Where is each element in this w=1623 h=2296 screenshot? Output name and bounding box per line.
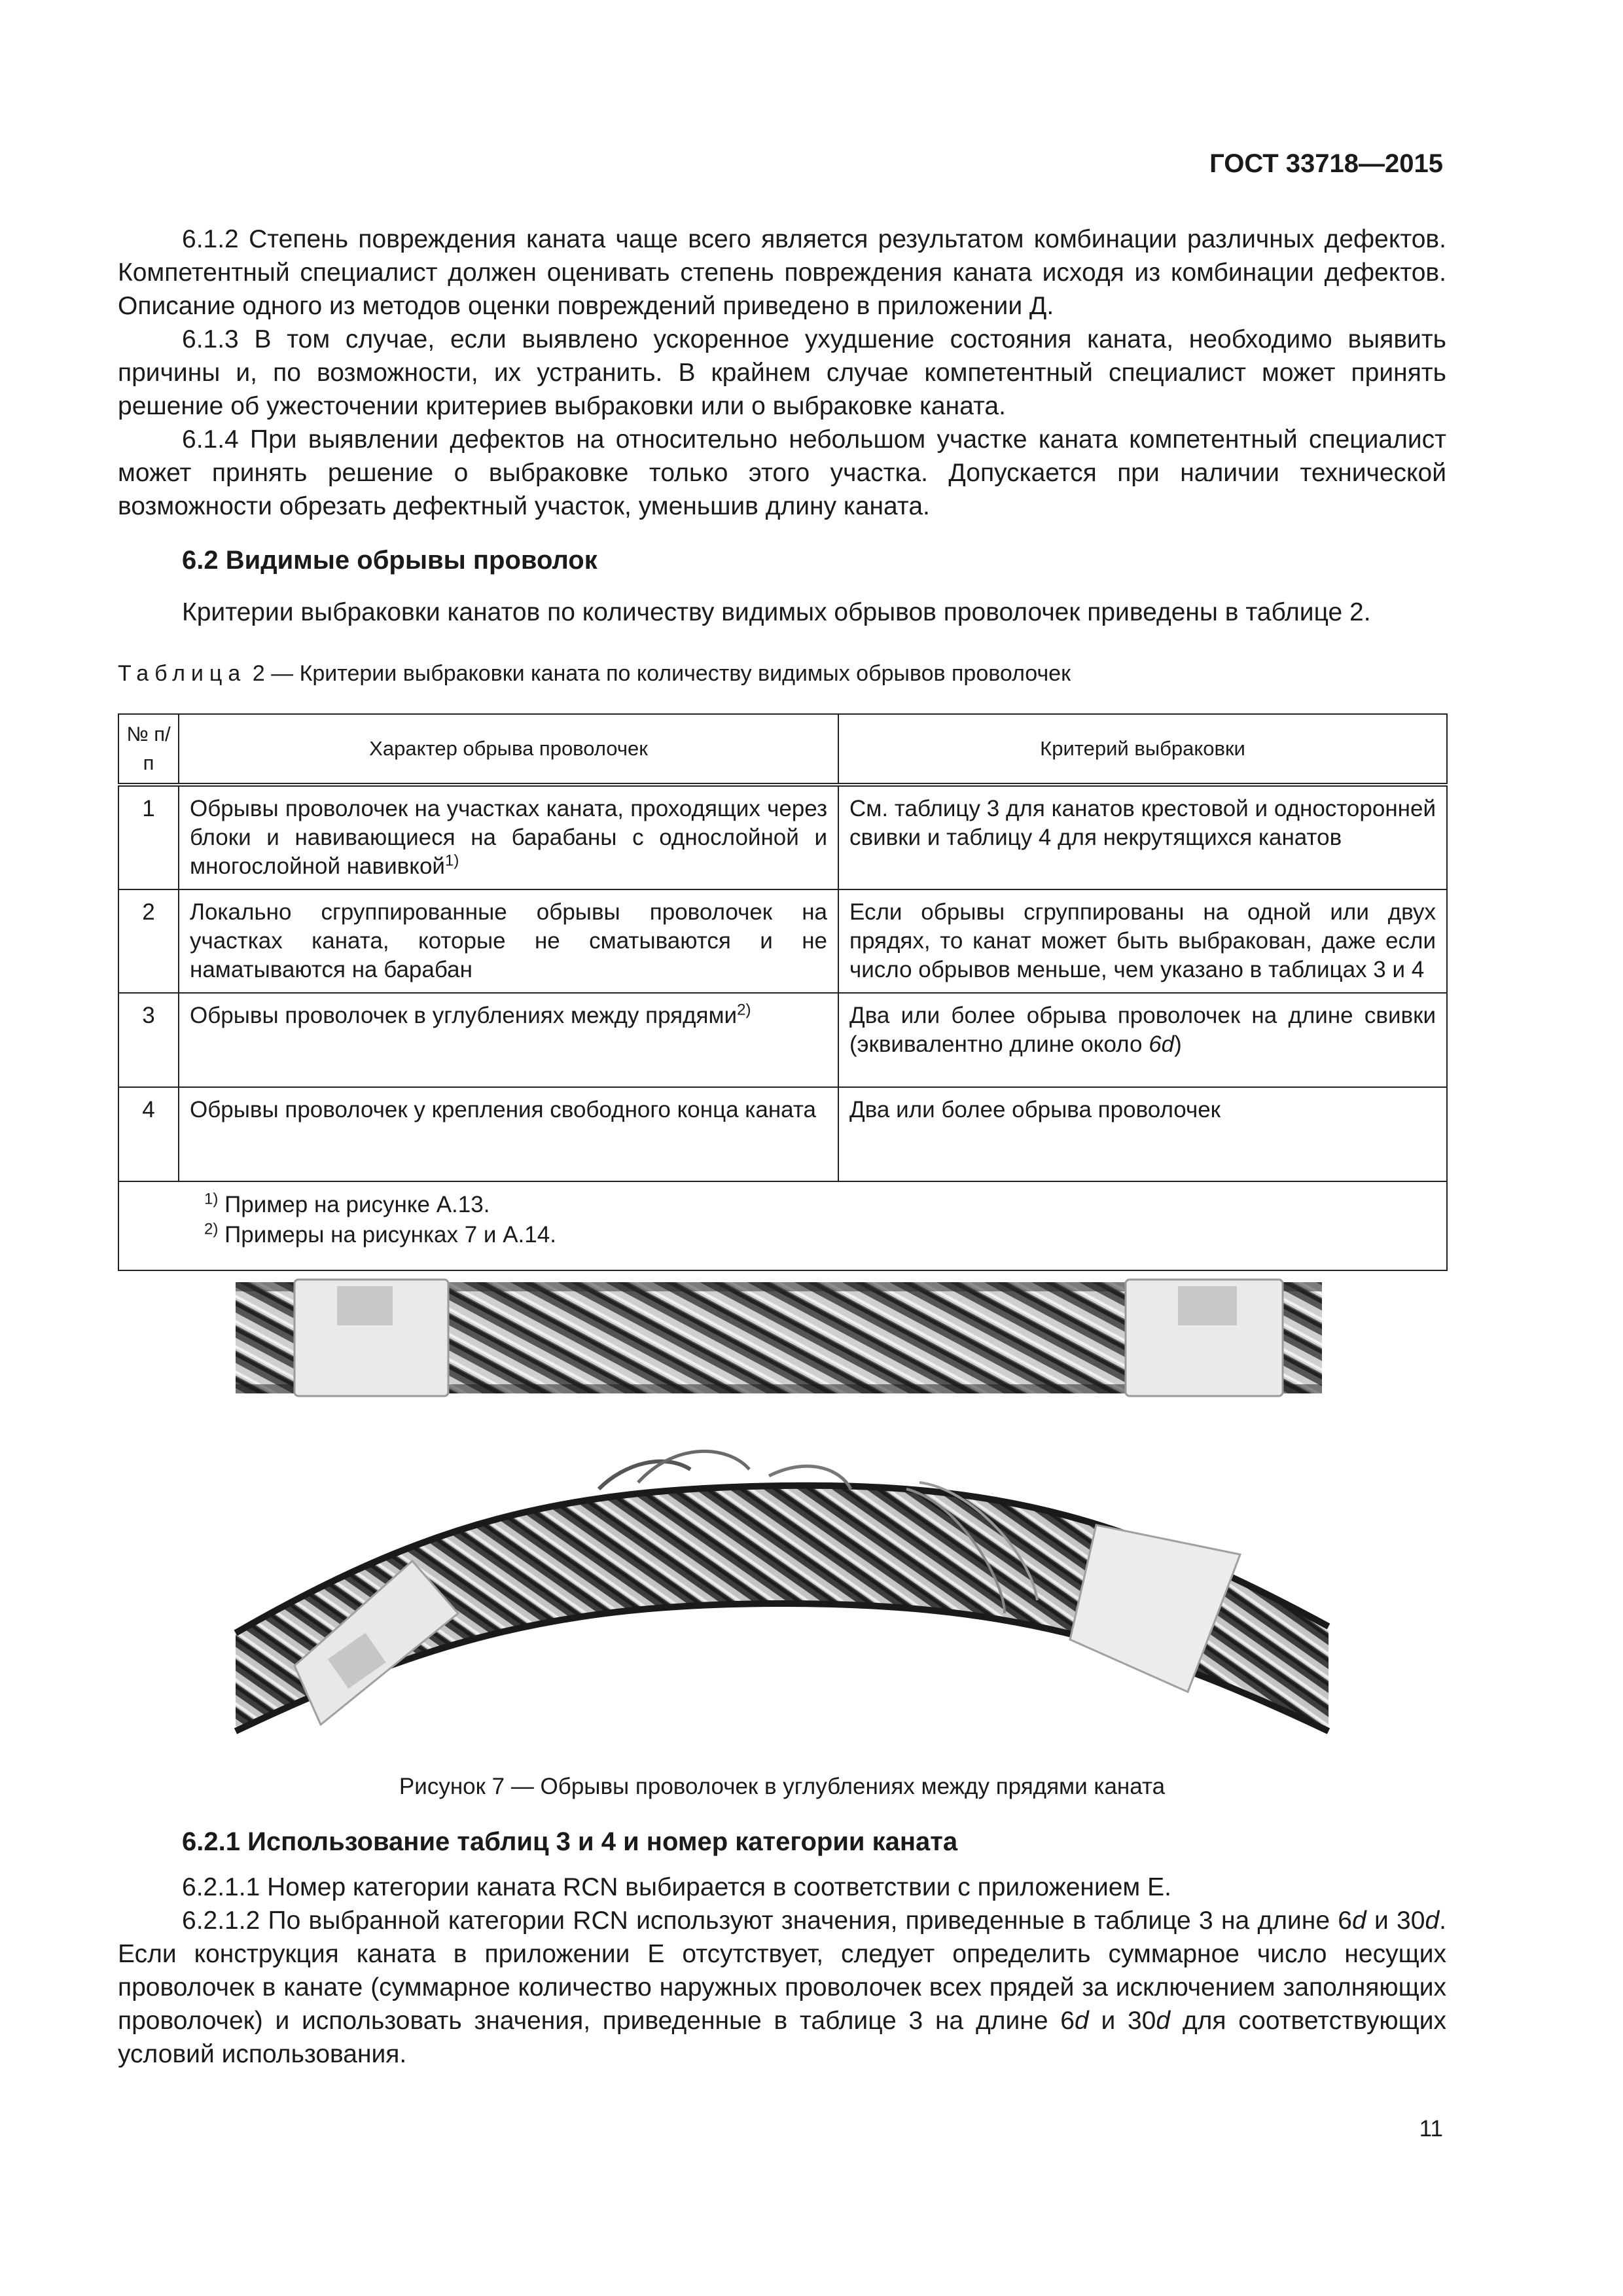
- row-num: 2: [118, 889, 179, 993]
- row-num: 3: [118, 993, 179, 1087]
- row-num: 1: [118, 785, 179, 889]
- table-note: $^{1)}$ Пример на рисунке А.13.: [204, 1190, 490, 1217]
- section-heading-6-2-1: 6.2.1 Использование таблиц 3 и 4 и номер категории каната: [182, 1827, 958, 1856]
- table-notes: [118, 1181, 1447, 1270]
- bent-rope-image: [236, 1451, 1329, 1731]
- table-row: [118, 785, 1447, 889]
- table-notes-row: [118, 1181, 1447, 1270]
- header-num: № п/п: [118, 714, 179, 785]
- paragraph-6-1-4: 6.1.4 При выявлении дефектов на относительно небольшом участке каната компетентный специалист может принять решение о выбраковке только этого участка. Допускается при наличии технической возможности обрезать дефектный участок, уменьшив длину каната.: [118, 425, 1446, 520]
- rope-figure: [232, 1273, 1332, 1738]
- straight-rope-image: [236, 1280, 1322, 1396]
- row-character: Обрывы проволочек в углублениях между прядями$^{2)}$: [179, 993, 838, 1087]
- paragraph-6-1-3: 6.1.3 В том случае, если выявлено ускоренное ухудшение состояния каната, необходимо выявить причины и, по возможности, их устранить. В крайнем случае компетентный специалист может принять решение об ужесточении критериев выбраковки или о выбраковке каната.: [118, 325, 1446, 420]
- row-criterion: Если обрывы сгруппированы на одной или двух прядях, то канат может быть выбракован, даже если число обрывов меньше, чем указано в таблицах 3 и 4: [838, 889, 1447, 993]
- row-character: Локально сгруппированные обрывы проволочек на участках каната, которые не сматываются и не наматываются на барабан: [179, 889, 838, 993]
- table-caption: Таблица 2 — Критерии выбраковки каната по количеству видимых обрывов проволочек: [118, 661, 1071, 686]
- header-character: Характер обрыва проволочек: [179, 714, 838, 785]
- row-character: Обрывы проволочек на участках каната, проходящих через блоки и навивающиеся на барабаны с однослойной и многослойной навивкой$^{1)}$: [179, 785, 838, 889]
- table-row: [118, 1087, 1447, 1181]
- paragraph-6-2-1-2: 6.2.1.2 По выбранной категории RCN используют значения, приведенные в таблице 3 на длине 6d и 30d. Если конструкция каната в приложении Е отсутствует, следует определить суммарное число несущих проволочек в канате (суммарное количество наружных проволочек всех прядей за исключением заполняющих проволочек) и использовать значения, приведенные в таблице 3 на длине 6d и 30d для соответствующих условий использования.: [118, 1907, 1446, 2068]
- table-row: [118, 889, 1447, 993]
- table-header-row: [118, 714, 1447, 785]
- row-character: Обрывы проволочек у крепления свободного конца каната: [179, 1087, 838, 1181]
- document-code: ГОСТ 33718—2015: [1209, 149, 1443, 178]
- paragraph-6-2-1-1: 6.2.1.1 Номер категории каната RCN выбирается в соответствии с приложением Е.: [182, 1873, 1171, 1901]
- table-row: [118, 993, 1447, 1087]
- row-criterion: См. таблицу 3 для канатов крестовой и односторонней свивки и таблицу 4 для некрутящихся канатов: [838, 785, 1447, 889]
- header-criterion: Критерий выбраковки: [838, 714, 1447, 785]
- row-criterion: Два или более обрыва проволочек на длине свивки (эквивалентно длине около 6d): [838, 993, 1447, 1087]
- figure-caption: Рисунок 7 — Обрывы проволочек в углублениях между прядями каната: [399, 1774, 1166, 1799]
- paragraph-6-2-intro: Критерии выбраковки канатов по количеству видимых обрывов проволочек приведены в таблице 2.: [182, 598, 1371, 626]
- row-num: 4: [118, 1087, 179, 1181]
- section-heading-6-2: 6.2 Видимые обрывы проволок: [182, 546, 597, 575]
- page-number: 11: [1419, 2116, 1443, 2142]
- criteria-table: [118, 713, 1448, 1271]
- table-note: $^{2)}$ Примеры на рисунках 7 и А.14.: [204, 1220, 556, 1247]
- paragraph-6-1-2: 6.1.2 Степень повреждения каната чаще всего является результатом комбинации различных дефектов. Компетентный специалист должен оценивать степень повреждения каната исходя из комбинации дефектов. Описание одного из методов оценки повреждений приведено в приложении Д.: [118, 225, 1446, 320]
- row-criterion: Два или более обрыва проволочек: [838, 1087, 1447, 1181]
